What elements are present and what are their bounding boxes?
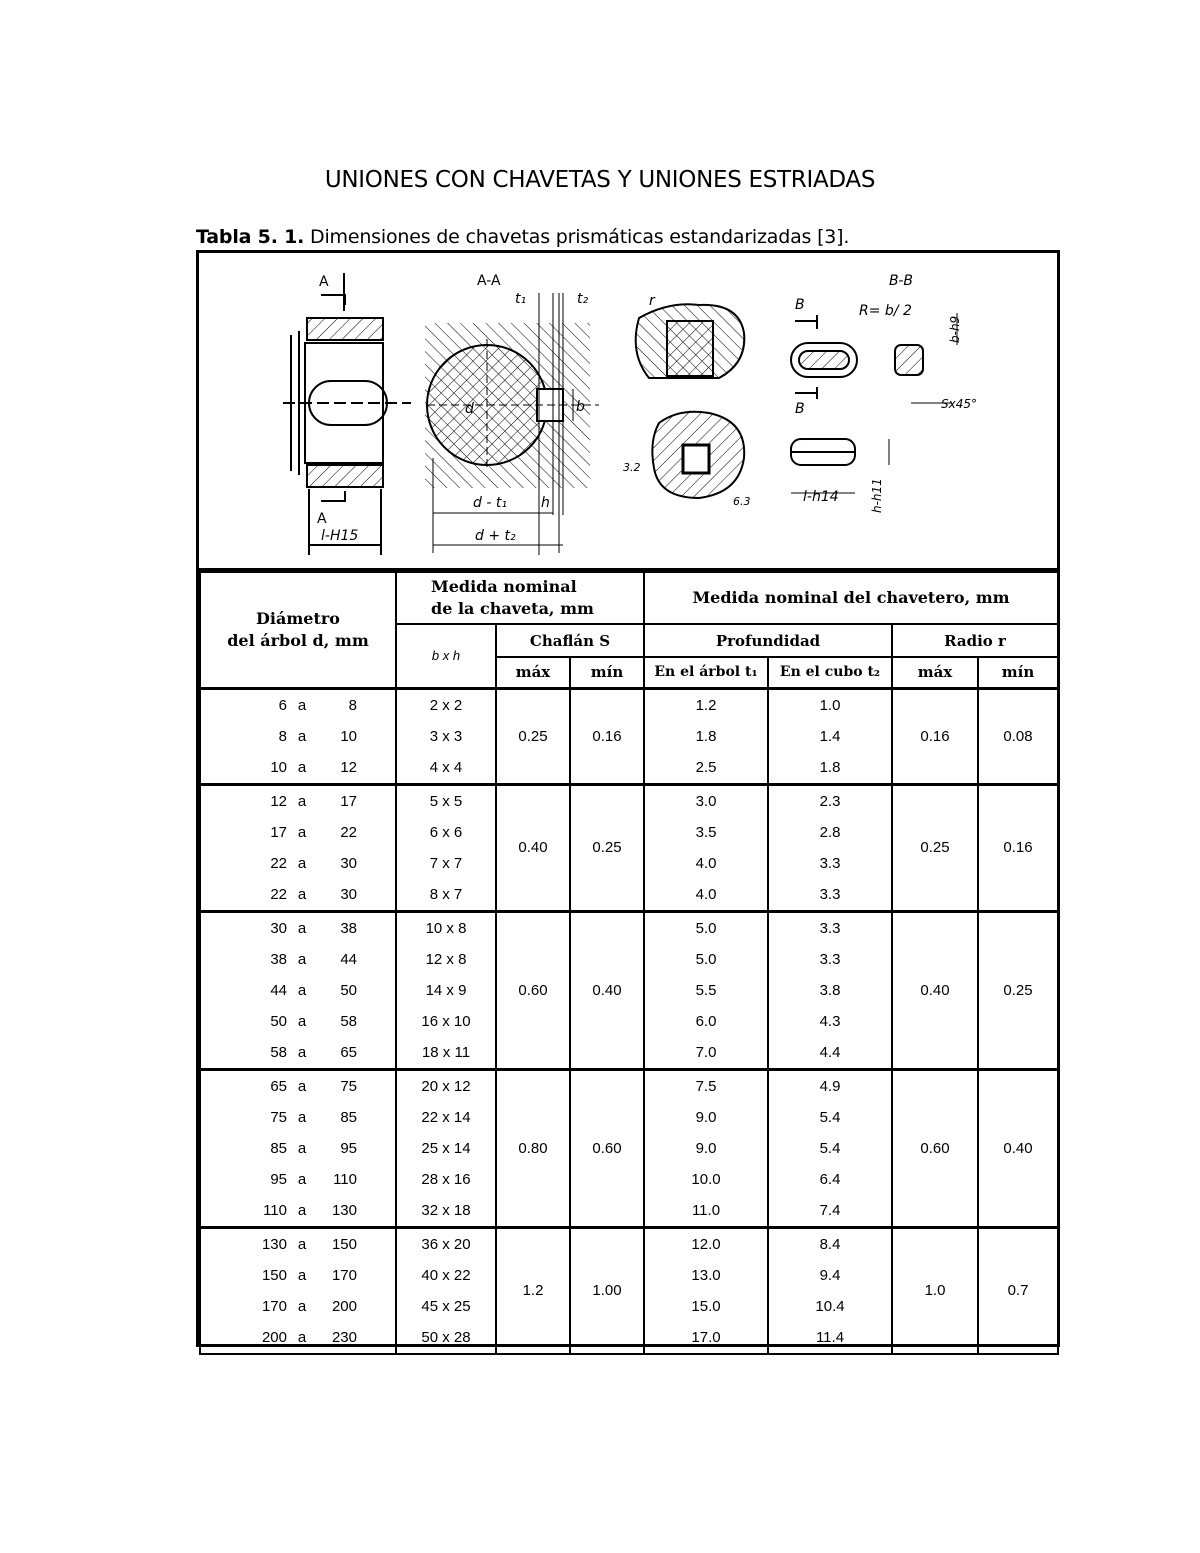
hub-depth: 3.3 bbox=[819, 885, 841, 903]
diameter-from: 17 bbox=[270, 823, 287, 841]
label-h-h11: h-h11 bbox=[870, 478, 884, 513]
diameter-to: 30 bbox=[340, 854, 357, 872]
label-section-a-top: A bbox=[319, 274, 329, 290]
bxh-cell bbox=[396, 1069, 496, 1227]
range-separator: a bbox=[297, 1266, 307, 1284]
diameter-from: 8 bbox=[278, 727, 287, 745]
label-radius: R= b/ 2 bbox=[859, 303, 912, 319]
diameter-range bbox=[201, 1229, 395, 1260]
page-title: UNIONES CON CHAVETAS Y UNIONES ESTRIADAS bbox=[324, 167, 876, 193]
shaft-depth: 1.8 bbox=[695, 727, 717, 745]
hub-depth: 5.4 bbox=[819, 1139, 841, 1157]
radius-max-cell: 0.16 bbox=[892, 688, 978, 784]
shaft-depth: 5.0 bbox=[695, 950, 717, 968]
diameter-from: 150 bbox=[261, 1266, 287, 1284]
label-l-h14: l-h14 bbox=[803, 489, 839, 505]
header-depth-shaft: En el árbol t₁ bbox=[644, 657, 768, 688]
key-size: 32 x 18 bbox=[421, 1201, 471, 1219]
diameter-range bbox=[201, 975, 395, 1006]
table-row-group bbox=[200, 1227, 1058, 1354]
diameter-range bbox=[201, 913, 395, 944]
range-separator: a bbox=[297, 1012, 307, 1030]
diameter-range bbox=[201, 1291, 395, 1322]
diameter-from: 22 bbox=[270, 854, 287, 872]
hub-depth: 7.4 bbox=[819, 1201, 841, 1219]
shaft-depth: 9.0 bbox=[695, 1108, 717, 1126]
caption-label: Tabla 5. 1. bbox=[196, 226, 305, 248]
key-views bbox=[791, 313, 957, 493]
range-separator: a bbox=[297, 1170, 307, 1188]
header-key-nominal: Medida nominal de la chaveta, mm bbox=[396, 572, 644, 624]
hub-depth: 1.8 bbox=[819, 758, 841, 776]
label-t1: t₁ bbox=[515, 291, 527, 307]
label-section-b-top: B bbox=[795, 297, 805, 313]
diameter-to: 85 bbox=[340, 1108, 357, 1126]
key-dimensions-table bbox=[199, 571, 1059, 1355]
range-separator: a bbox=[297, 981, 307, 999]
key-size: 16 x 10 bbox=[421, 1012, 471, 1030]
label-roughness-1: 3.2 bbox=[623, 461, 641, 474]
header-chamfer: Chaflán S bbox=[496, 624, 644, 657]
hub-depth: 3.3 bbox=[819, 950, 841, 968]
hub-depth: 1.4 bbox=[819, 727, 841, 745]
label-section-bb: B-B bbox=[889, 273, 914, 289]
radius-max-cell: 0.60 bbox=[892, 1069, 978, 1227]
range-separator: a bbox=[297, 727, 307, 745]
chamfer-min-cell: 1.00 bbox=[570, 1227, 644, 1354]
diameter-range bbox=[201, 1037, 395, 1068]
header-diameter: Diámetro del árbol d, mm bbox=[200, 572, 396, 688]
key-size: 25 x 14 bbox=[421, 1139, 471, 1157]
key-size: 36 x 20 bbox=[421, 1235, 471, 1253]
hub-depth-cell bbox=[768, 688, 892, 784]
diameter-range bbox=[201, 817, 395, 848]
shaft-depth: 11.0 bbox=[691, 1201, 721, 1219]
header-chamfer-max: máx bbox=[496, 657, 570, 688]
shaft-depth-cell bbox=[644, 784, 768, 911]
label-chamfer: Sx45° bbox=[941, 397, 977, 411]
diameter-to: 130 bbox=[331, 1201, 357, 1219]
chamfer-min-cell: 0.25 bbox=[570, 784, 644, 911]
hub-depth: 9.4 bbox=[819, 1266, 841, 1284]
shaft-depth: 15.0 bbox=[691, 1297, 721, 1315]
header-radius: Radio r bbox=[892, 624, 1058, 657]
hub-depth-cell bbox=[768, 784, 892, 911]
table-row-group bbox=[200, 911, 1058, 1069]
bxh-cell bbox=[396, 911, 496, 1069]
range-separator: a bbox=[297, 696, 307, 714]
radius-max-cell: 0.25 bbox=[892, 784, 978, 911]
diameter-range bbox=[201, 1260, 395, 1291]
table-frame bbox=[196, 250, 1060, 1347]
diameter-cell bbox=[200, 688, 396, 784]
hub-depth: 2.8 bbox=[819, 823, 841, 841]
label-h: h bbox=[541, 495, 550, 511]
label-b: b bbox=[576, 399, 585, 415]
label-b-h9: b-h9 bbox=[948, 315, 962, 343]
bxh-cell bbox=[396, 1227, 496, 1354]
shaft-depth-cell bbox=[644, 688, 768, 784]
diameter-range bbox=[201, 752, 395, 783]
diameter-from: 44 bbox=[270, 981, 287, 999]
range-separator: a bbox=[297, 1043, 307, 1061]
header-radius-max: máx bbox=[892, 657, 978, 688]
key-size: 8 x 7 bbox=[429, 885, 463, 903]
hub-depth: 5.4 bbox=[819, 1108, 841, 1126]
diameter-from: 95 bbox=[270, 1170, 287, 1188]
diameter-cell bbox=[200, 1227, 396, 1354]
chamfer-max-cell: 0.80 bbox=[496, 1069, 570, 1227]
radius-min-cell: 0.16 bbox=[978, 784, 1058, 911]
header-chamfer-min: mín bbox=[570, 657, 644, 688]
key-size: 10 x 8 bbox=[425, 919, 467, 937]
bxh-cell bbox=[396, 688, 496, 784]
diameter-to: 170 bbox=[331, 1266, 357, 1284]
shaft-depth: 7.0 bbox=[695, 1043, 717, 1061]
radius-min-cell: 0.7 bbox=[978, 1227, 1058, 1354]
hub-depth-cell bbox=[768, 1069, 892, 1227]
diameter-range bbox=[201, 1322, 395, 1353]
diameter-to: 10 bbox=[340, 727, 357, 745]
shaft-depth-cell bbox=[644, 1227, 768, 1354]
table-caption bbox=[196, 226, 849, 248]
hub-depth: 10.4 bbox=[815, 1297, 845, 1315]
range-separator: a bbox=[297, 792, 307, 810]
shaft-depth: 3.5 bbox=[695, 823, 717, 841]
diameter-to: 12 bbox=[340, 758, 357, 776]
diameter-to: 230 bbox=[331, 1328, 357, 1346]
hub-depth: 3.3 bbox=[819, 854, 841, 872]
hub-depth: 4.3 bbox=[819, 1012, 841, 1030]
diameter-range bbox=[201, 1071, 395, 1102]
chamfer-max-cell: 0.60 bbox=[496, 911, 570, 1069]
diameter-to: 150 bbox=[331, 1235, 357, 1253]
chamfer-max-cell: 0.40 bbox=[496, 784, 570, 911]
diameter-from: 10 bbox=[270, 758, 287, 776]
shaft-depth: 10.0 bbox=[691, 1170, 721, 1188]
diameter-from: 75 bbox=[270, 1108, 287, 1126]
diameter-to: 50 bbox=[340, 981, 357, 999]
header-keyway-nominal: Medida nominal del chavetero, mm bbox=[644, 572, 1058, 624]
radius-min-cell: 0.25 bbox=[978, 911, 1058, 1069]
key-size: 18 x 11 bbox=[421, 1043, 471, 1061]
hub-depth: 4.9 bbox=[819, 1077, 841, 1095]
diameter-to: 30 bbox=[340, 885, 357, 903]
shaft-depth: 4.0 bbox=[695, 885, 717, 903]
key-size: 45 x 25 bbox=[421, 1297, 471, 1315]
range-separator: a bbox=[297, 1328, 307, 1346]
diameter-cell bbox=[200, 784, 396, 911]
diameter-to: 8 bbox=[348, 696, 357, 714]
diameter-cell bbox=[200, 911, 396, 1069]
range-separator: a bbox=[297, 1077, 307, 1095]
table-row-group bbox=[200, 1069, 1058, 1227]
diameter-range bbox=[201, 1133, 395, 1164]
key-drawing-svg bbox=[199, 253, 1057, 568]
header-depth: Profundidad bbox=[644, 624, 892, 657]
shaft-depth: 4.0 bbox=[695, 854, 717, 872]
diameter-to: 110 bbox=[333, 1170, 357, 1188]
chamfer-min-cell: 0.60 bbox=[570, 1069, 644, 1227]
diameter-to: 95 bbox=[340, 1139, 357, 1157]
key-size: 12 x 8 bbox=[425, 950, 467, 968]
diameter-from: 85 bbox=[270, 1139, 287, 1157]
chamfer-max-cell: 1.2 bbox=[496, 1227, 570, 1354]
diameter-range bbox=[201, 690, 395, 721]
key-size: 14 x 9 bbox=[425, 981, 467, 999]
diameter-to: 22 bbox=[340, 823, 357, 841]
hub-depth: 2.3 bbox=[819, 792, 841, 810]
table-row-group bbox=[200, 688, 1058, 784]
radius-max-cell: 1.0 bbox=[892, 1227, 978, 1354]
diameter-from: 30 bbox=[270, 919, 287, 937]
diameter-from: 12 bbox=[270, 792, 287, 810]
diameter-to: 75 bbox=[340, 1077, 357, 1095]
diameter-range bbox=[201, 944, 395, 975]
label-d-plus-t2: d + t₂ bbox=[475, 528, 516, 544]
range-separator: a bbox=[297, 758, 307, 776]
label-section-b-bottom: B bbox=[795, 401, 805, 417]
label-section-a-bottom: A bbox=[317, 511, 327, 527]
key-size: 28 x 16 bbox=[421, 1170, 471, 1188]
diameter-from: 38 bbox=[270, 950, 287, 968]
diameter-range bbox=[201, 1164, 395, 1195]
hub-depth: 3.3 bbox=[819, 919, 841, 937]
diameter-range bbox=[201, 1006, 395, 1037]
key-size: 7 x 7 bbox=[429, 854, 463, 872]
chamfer-min-cell: 0.16 bbox=[570, 688, 644, 784]
label-roughness-2: 6.3 bbox=[733, 495, 751, 508]
key-size: 4 x 4 bbox=[429, 758, 463, 776]
diameter-from: 130 bbox=[261, 1235, 287, 1253]
diameter-from: 50 bbox=[270, 1012, 287, 1030]
diameter-from: 58 bbox=[270, 1043, 287, 1061]
range-separator: a bbox=[297, 1201, 307, 1219]
hub-depth-cell bbox=[768, 1227, 892, 1354]
diameter-from: 200 bbox=[261, 1328, 287, 1346]
label-d-minus-t1: d - t₁ bbox=[473, 495, 507, 511]
shaft-depth: 2.5 bbox=[695, 758, 717, 776]
key-size: 22 x 14 bbox=[421, 1108, 471, 1126]
label-section-aa: A-A bbox=[477, 273, 501, 289]
radius-min-cell: 0.40 bbox=[978, 1069, 1058, 1227]
diameter-range bbox=[201, 721, 395, 752]
hub-depth: 8.4 bbox=[819, 1235, 841, 1253]
key-size: 6 x 6 bbox=[429, 823, 463, 841]
range-separator: a bbox=[297, 854, 307, 872]
hub-depth: 1.0 bbox=[819, 696, 841, 714]
shaft-depth: 9.0 bbox=[695, 1139, 717, 1157]
hub-side-view bbox=[283, 273, 411, 555]
radius-max-cell: 0.40 bbox=[892, 911, 978, 1069]
range-separator: a bbox=[297, 1139, 307, 1157]
diameter-from: 170 bbox=[261, 1297, 287, 1315]
label-d: d bbox=[465, 401, 474, 417]
range-separator: a bbox=[297, 1297, 307, 1315]
key-size: 5 x 5 bbox=[429, 792, 463, 810]
key-size: 2 x 2 bbox=[429, 696, 463, 714]
header-bxh: b x h bbox=[396, 624, 496, 688]
diameter-range bbox=[201, 1195, 395, 1226]
hub-depth: 6.4 bbox=[819, 1170, 841, 1188]
diameter-from: 6 bbox=[278, 696, 287, 714]
range-separator: a bbox=[297, 885, 307, 903]
shaft-depth-cell bbox=[644, 911, 768, 1069]
diameter-range bbox=[201, 848, 395, 879]
hub-depth: 3.8 bbox=[819, 981, 841, 999]
diameter-from: 65 bbox=[270, 1077, 287, 1095]
shaft-depth: 13.0 bbox=[691, 1266, 721, 1284]
caption-text: Dimensiones de chavetas prismáticas estandarizadas [3]. bbox=[310, 226, 850, 248]
diameter-to: 44 bbox=[340, 950, 357, 968]
shaft-depth: 7.5 bbox=[695, 1077, 717, 1095]
bxh-cell bbox=[396, 784, 496, 911]
label-r-small: r bbox=[649, 293, 655, 309]
hub-depth-cell bbox=[768, 911, 892, 1069]
label-t2: t₂ bbox=[577, 291, 589, 307]
shaft-depth: 1.2 bbox=[695, 696, 717, 714]
table-row-group bbox=[200, 784, 1058, 911]
key-size: 50 x 28 bbox=[421, 1328, 471, 1346]
radius-min-cell: 0.08 bbox=[978, 688, 1058, 784]
key-size: 20 x 12 bbox=[421, 1077, 471, 1095]
diameter-to: 17 bbox=[340, 792, 357, 810]
diameter-to: 38 bbox=[340, 919, 357, 937]
key-drawing bbox=[199, 253, 1057, 571]
chamfer-min-cell: 0.40 bbox=[570, 911, 644, 1069]
shaft-depth: 3.0 bbox=[695, 792, 717, 810]
shaft-depth: 12.0 bbox=[691, 1235, 721, 1253]
diameter-to: 58 bbox=[340, 1012, 357, 1030]
range-separator: a bbox=[297, 823, 307, 841]
header-radius-min: mín bbox=[978, 657, 1058, 688]
key-size: 3 x 3 bbox=[429, 727, 463, 745]
hub-depth: 11.4 bbox=[815, 1328, 845, 1346]
range-separator: a bbox=[297, 950, 307, 968]
key-size: 40 x 22 bbox=[421, 1266, 471, 1284]
range-separator: a bbox=[297, 1108, 307, 1126]
diameter-from: 110 bbox=[263, 1201, 287, 1219]
label-length-hub: l-H15 bbox=[321, 528, 359, 544]
shaft-depth: 6.0 bbox=[695, 1012, 717, 1030]
hub-depth: 4.4 bbox=[819, 1043, 841, 1061]
diameter-to: 65 bbox=[340, 1043, 357, 1061]
shaft-depth-cell bbox=[644, 1069, 768, 1227]
diameter-range bbox=[201, 786, 395, 817]
shaft-depth: 5.0 bbox=[695, 919, 717, 937]
section-aa-view bbox=[425, 293, 599, 555]
shaft-depth: 5.5 bbox=[695, 981, 717, 999]
diameter-cell bbox=[200, 1069, 396, 1227]
range-separator: a bbox=[297, 919, 307, 937]
shaft-depth: 17.0 bbox=[691, 1328, 721, 1346]
diameter-range bbox=[201, 879, 395, 910]
header-depth-hub: En el cubo t₂ bbox=[768, 657, 892, 688]
chamfer-max-cell: 0.25 bbox=[496, 688, 570, 784]
diameter-range bbox=[201, 1102, 395, 1133]
diameter-to: 200 bbox=[331, 1297, 357, 1315]
diameter-from: 22 bbox=[270, 885, 287, 903]
range-separator: a bbox=[297, 1235, 307, 1253]
keyway-detail-views bbox=[636, 304, 745, 498]
table-body bbox=[200, 688, 1058, 1354]
